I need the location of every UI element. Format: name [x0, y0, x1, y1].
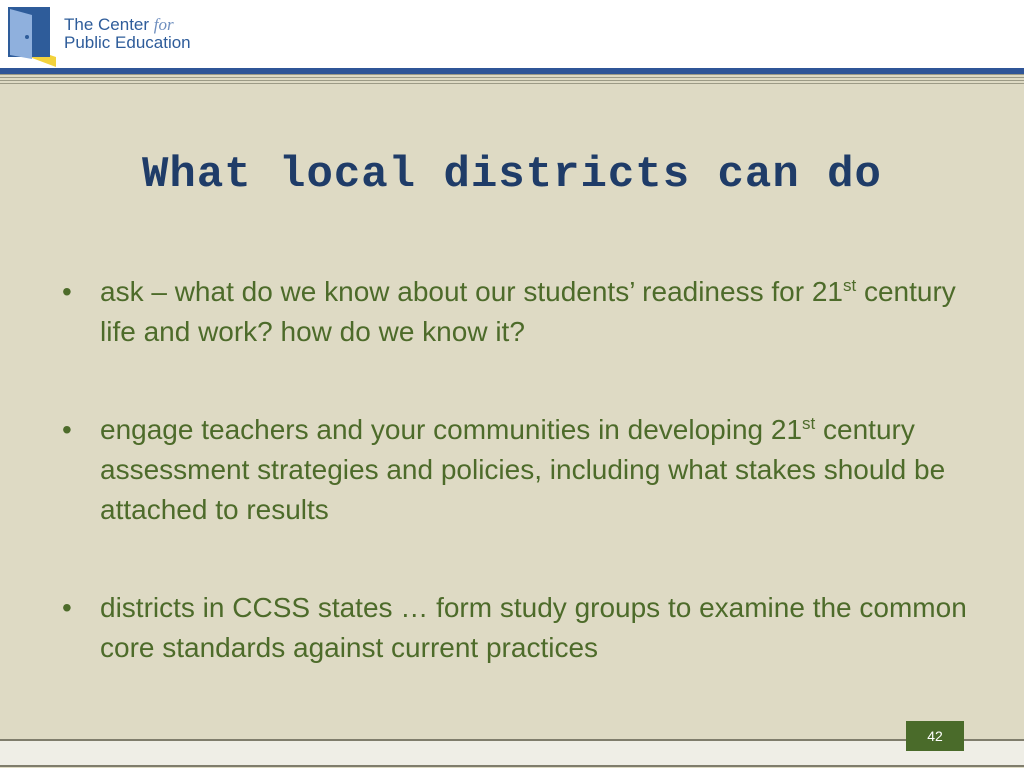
bullet-list: [62, 272, 972, 726]
page-number-badge: 42: [906, 721, 964, 751]
header-stripe-divider: [0, 74, 1024, 84]
logo-line-1: [64, 16, 191, 34]
logo-name-part: The Center: [64, 15, 150, 34]
bullet-text-continued: century assessment strategies and policies, including what stakes should be attached to results: [100, 414, 946, 525]
footer-band: [0, 739, 1024, 767]
bullet-text-continued: century life and work? how do we know it?: [100, 276, 956, 347]
door-logo-icon: [6, 5, 58, 67]
bullet-item: [62, 272, 972, 352]
ordinal-suffix: st: [802, 414, 816, 433]
bullet-text: engage teachers and your communities in developing 21: [100, 414, 803, 445]
bullet-item: [62, 588, 972, 668]
bullet-text: ask – what do we know about our students’ readiness for 21: [100, 276, 843, 307]
bullet-item: [62, 410, 972, 530]
bullet-text: districts in CCSS states … form study groups to examine the common core standards against current practices: [100, 592, 967, 663]
bullet-marker: •: [62, 276, 72, 307]
logo-line-2: Public Education: [64, 33, 191, 52]
ordinal-suffix: st: [842, 276, 857, 295]
slide-title: What local districts can do: [142, 150, 882, 200]
logo-for-word: for: [153, 15, 174, 34]
header-bar: [0, 0, 1024, 68]
organization-logo-text: [64, 16, 191, 52]
bullet-marker: •: [62, 414, 72, 445]
bullet-marker: •: [62, 592, 72, 623]
